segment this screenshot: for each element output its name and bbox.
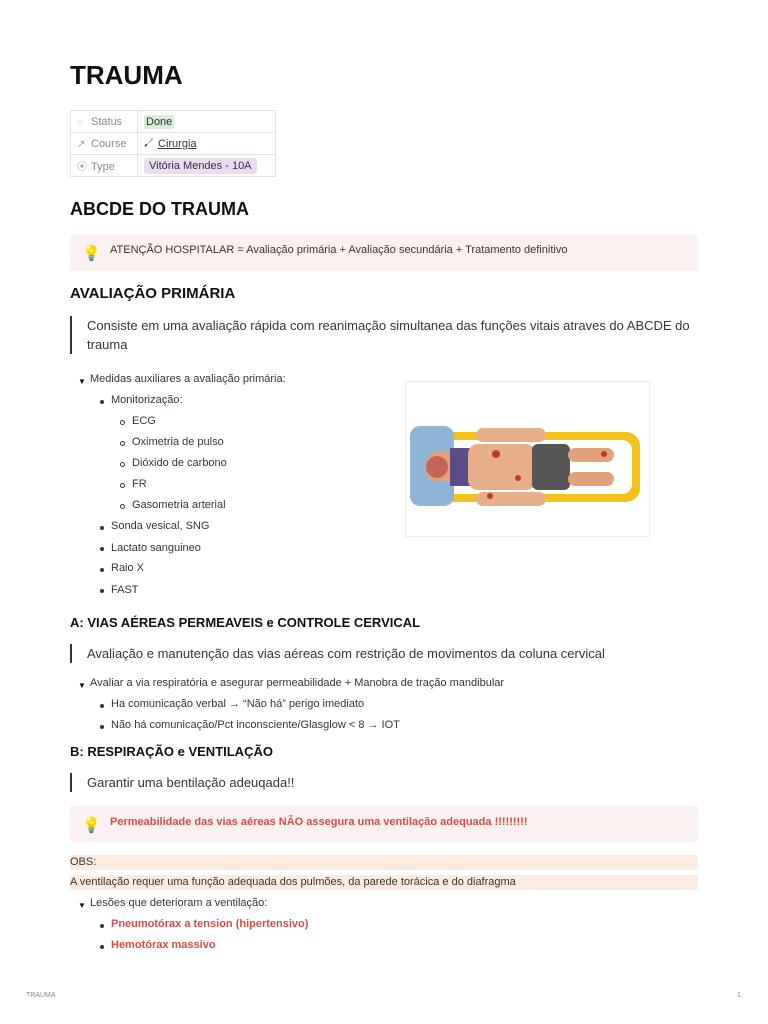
toggle-triangle-icon[interactable]: ▼	[78, 377, 86, 386]
property-key: Status	[91, 115, 123, 128]
list-item: FR	[132, 478, 147, 490]
toggle-avaliar-via[interactable]: Avaliar a via respiratória e asegurar permeabilidade + Manobra de tração mandibular	[90, 677, 505, 689]
bullet-icon	[100, 589, 104, 593]
property-key: Type	[91, 161, 115, 173]
heading-vias-aereas: A: VIAS AÉREAS PERMEAVEIS e CONTROLE CERVICAL	[70, 615, 421, 630]
list-item: Lactato sanguineo	[111, 542, 201, 554]
status-icon: ◌	[77, 116, 83, 128]
footer-title: TRAUMA	[26, 992, 56, 999]
course-link[interactable]: Cirurgia	[158, 138, 197, 150]
target-icon: ⦿	[77, 162, 87, 173]
toggle-medidas-auxiliares[interactable]: Medidas auxiliares a avaliação primária:	[90, 373, 286, 385]
list-item: Oximetria de pulso	[132, 436, 224, 448]
bullet-icon	[100, 945, 104, 949]
bullet-icon	[100, 704, 104, 708]
heading-respiracao: B: RESPIRAÇÃO e VENTILAÇÃO	[70, 744, 273, 759]
toggle-triangle-icon[interactable]: ▼	[78, 681, 86, 690]
circle-bullet-icon	[120, 504, 125, 509]
property-row-status	[71, 111, 276, 133]
circle-bullet-icon	[120, 462, 125, 467]
toggle-triangle-icon[interactable]: ▼	[78, 901, 86, 910]
knife-icon	[144, 137, 158, 150]
callout-atencao	[70, 234, 698, 271]
circle-bullet-icon	[120, 420, 125, 425]
list-item: Raio X	[111, 562, 145, 574]
list-item: Gasometria arterial	[132, 499, 226, 511]
callout-text: Permeabilidade das vias aéreas NÃO assegura uma ventilação adequada !!!!!!!!!	[110, 816, 528, 828]
list-item: Pneumotórax a tension (hipertensivo)	[111, 918, 309, 930]
callout-text: ATENÇÃO HOSPITALAR = Avaliação primária + Avaliação secundária + Tratamento definitivo	[110, 244, 568, 256]
callout-permeabilidade	[70, 806, 698, 842]
heading-abcde: ABCDE DO TRAUMA	[70, 199, 249, 219]
footer-page-number: 1	[737, 992, 741, 999]
page-title: TRAUMA	[70, 60, 183, 90]
bullet-icon	[100, 725, 104, 729]
bullet-icon	[100, 526, 104, 530]
lightbulb-icon: 💡	[82, 817, 101, 834]
list-item: Monitorização:	[111, 394, 183, 406]
property-row-type	[71, 155, 276, 177]
quote-respiracao: Garantir uma bentilação adeuqada!!	[70, 773, 697, 792]
type-tag[interactable]: Vitória Mendes - 10A	[144, 158, 257, 174]
obs-text: A ventilação requer uma função adequada dos pulmões, da parede torácica e do diafragma	[70, 875, 698, 890]
lightbulb-icon: 💡	[82, 245, 101, 262]
list-item: Hemotórax massivo	[111, 939, 216, 951]
toggle-lesoes[interactable]: Lesões que deterioram a ventilação:	[90, 897, 268, 909]
circle-bullet-icon	[120, 483, 125, 488]
bullet-icon	[100, 547, 104, 551]
obs-label: OBS:	[70, 855, 698, 870]
status-badge[interactable]: Done	[146, 115, 173, 128]
list-item: Não há comunicação/Pct inconsciente/Glasglow < 8 → IOT	[111, 719, 400, 731]
quote-primaria: Consiste em uma avaliação rápida com reanimação simultanea das funções vitais atraves do ABCDE do trauma	[70, 316, 697, 354]
arrow-up-right-icon: ↗	[77, 138, 86, 150]
bullet-icon	[100, 400, 104, 404]
list-item: Sonda vesical, SNG	[111, 520, 210, 532]
bullet-icon	[100, 924, 104, 928]
list-item: FAST	[111, 584, 139, 596]
list-item: ECG	[132, 415, 156, 427]
list-item: Dióxido de carbono	[132, 457, 227, 469]
property-row-course	[71, 133, 276, 155]
bullet-icon	[100, 568, 104, 572]
properties-table	[70, 110, 276, 177]
property-key: Course	[91, 137, 127, 150]
quote-vias-aereas: Avaliação e manutenção das vias aéreas com restrição de movimentos da coluna cervical	[70, 644, 697, 663]
list-item: Ha comunicação verbal → “Não há” perigo imediato	[111, 698, 365, 710]
trauma-patient-image	[405, 381, 650, 537]
heading-avaliacao-primaria: AVALIAÇÃO PRIMÁRIA	[70, 285, 236, 302]
circle-bullet-icon	[120, 441, 125, 446]
